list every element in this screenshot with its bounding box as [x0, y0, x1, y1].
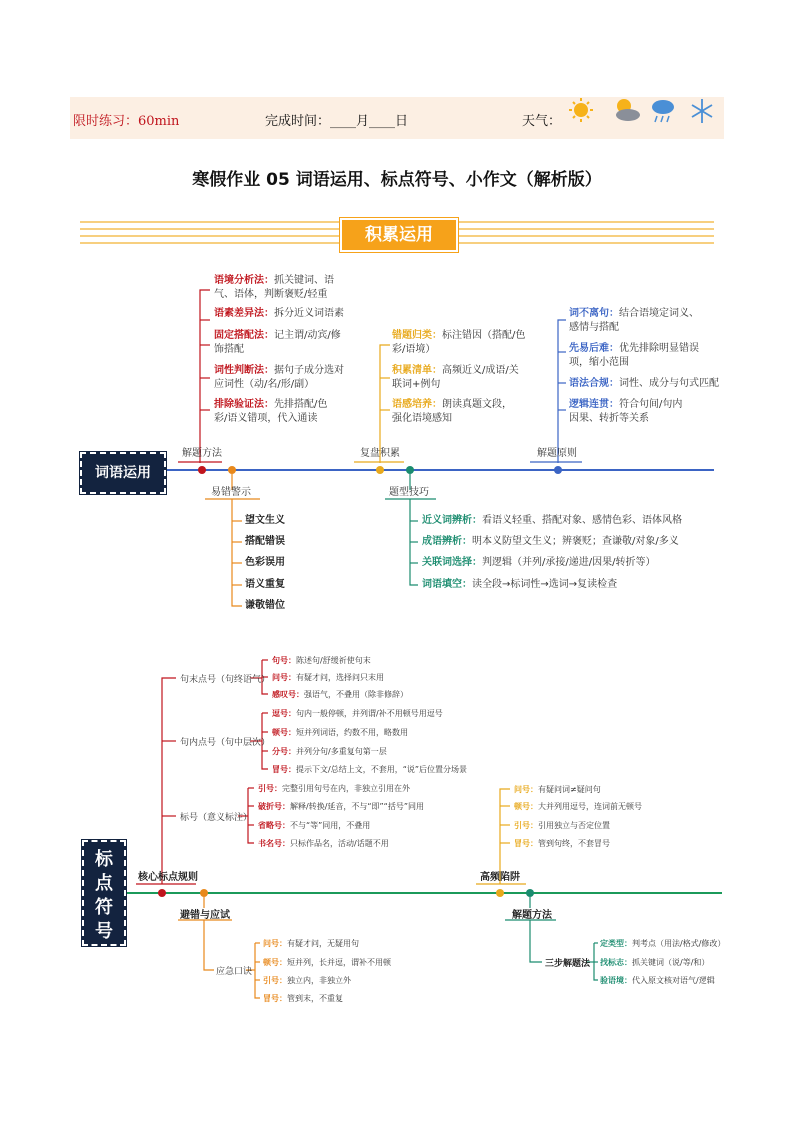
list-item: 近义词辨析：看语义轻重、搭配对象、感情色彩、语体风格	[422, 515, 682, 526]
list-item: 搭配错误	[245, 536, 285, 547]
s2-group-label: 句末点号（句终语气）	[180, 675, 271, 685]
list-item: 排除验证法：先排搭配/色 彩/语义错项，代入通读	[214, 399, 328, 424]
s2-label-jieti: 解题方法	[512, 910, 552, 921]
list-item: 积累清单：高频近义/成语/关 联词+例句	[392, 365, 519, 390]
s2-sub-label: 应急口诀	[216, 967, 253, 977]
list-item: 语境分析法：抓关键词、语 气、语体，判断褒贬/轻重	[214, 275, 334, 300]
list-item: 谦敬错位	[245, 600, 285, 611]
list-item: 引号：完整引用句号在内，非独立引用在外	[258, 784, 410, 793]
weather-label: 天气：	[522, 114, 562, 129]
list-item: 顿号：短并列，长并逗，谓补不用顿	[263, 958, 391, 967]
list-item: 问号：有疑才问，无疑用句	[263, 939, 359, 948]
s1-label-tixing: 题型技巧	[389, 487, 429, 498]
partly-cloudy-icon	[616, 99, 640, 121]
list-item: 冒号：提示下文/总结上文，不套用，“说”后位置分场景	[272, 765, 467, 774]
s1-label-jieti-yuanze: 解题原则	[537, 448, 577, 459]
finish-time: 完成时间：____月____日	[265, 114, 409, 129]
list-item: 词性判断法：据句子成分选对 应词性（动/名/形/副）	[214, 365, 344, 390]
rain-icon	[652, 100, 674, 122]
list-item: 逻辑连贯：符合句间/句内 因果、转折等关系	[569, 399, 683, 424]
list-item: 色彩误用	[245, 557, 285, 568]
list-item: 问号：有疑才问，选择问只末用	[272, 673, 384, 682]
list-item: 冒号：管到句终，不套冒号	[514, 839, 610, 848]
list-item: 定类型：判考点（用法/格式/修改）	[600, 939, 726, 948]
list-item: 破折号：解释/转换/延音，不与“即”“括号”同用	[258, 802, 424, 811]
sun-icon	[569, 98, 593, 122]
list-item: 错题归类：标注错因（搭配/色 彩/语境）	[392, 330, 526, 355]
list-item: 语义重复	[245, 579, 285, 590]
section-banner: 积累运用	[340, 218, 458, 252]
s1-label-fupan: 复盘积累	[360, 448, 400, 459]
s1-label-yicuo: 易错警示	[211, 487, 251, 498]
s2-label-bicuo: 避错与应试	[180, 910, 230, 921]
s2-sub-label: 三步解题法	[545, 959, 591, 969]
list-item: 成语辨析：明本义防望文生义；辨褒贬；查谦敬/对象/多义	[422, 536, 679, 547]
list-item: 顿号：大并列用逗号，连词前无顿号	[514, 802, 642, 811]
s2-group-label: 句内点号（句中层次）	[180, 738, 271, 748]
list-item: 引号：引用独立与否定位置	[514, 821, 610, 830]
list-item: 词不离句：结合语境定词义、 感情与搭配	[569, 308, 699, 333]
list-item: 望文生义	[245, 515, 285, 526]
s2-label-hexin: 核心标点规则	[138, 872, 198, 883]
list-item: 逗号：句内一般停顿，并列谓/补不用顿号用逗号	[272, 709, 443, 718]
list-item: 找标志：抓关键词（说/等/和）	[600, 958, 710, 967]
list-item: 书名号：只标作品名，活动/话题不用	[258, 839, 389, 848]
s1-label-jieti-fangfa: 解题方法	[182, 448, 222, 459]
list-item: 语感培养：朗读真题文段， 强化语境感知	[392, 399, 512, 424]
list-item: 冒号：管到末，不重复	[263, 994, 343, 1003]
list-item: 关联词选择：判逻辑（并列/承接/递进/因果/转折等）	[422, 557, 656, 568]
list-item: 顿号：短并列词语，约数不用，略数用	[272, 728, 408, 737]
list-item: 词语填空：读全段→标词性→选词→复读检查	[422, 579, 618, 590]
list-item: 省略号：不与“等”同用，不叠用	[258, 821, 371, 830]
list-item: 感叹号：强语气，不叠用（除非修辞）	[272, 690, 408, 699]
s1-root-box: 词语运用	[80, 452, 166, 494]
list-item: 固定搭配法：记主谓/动宾/修 饰搭配	[214, 330, 341, 355]
s2-group-label: 标号（意义标注）	[180, 813, 253, 823]
list-item: 问号：有疑问词≠疑问句	[514, 785, 601, 794]
list-item: 语素差异法：拆分近义词语素	[214, 308, 344, 319]
page-title: 寒假作业 05 词语运用、标点符号、小作文（解析版）	[192, 170, 602, 190]
list-item: 验语境：代入原文核对语气/逻辑	[600, 976, 715, 985]
list-item: 分号：并列分句/多重复句第一层	[272, 747, 387, 756]
list-item: 语法合规：词性、成分与句式匹配	[569, 378, 719, 389]
snow-icon	[692, 99, 712, 123]
s2-label-gaopin: 高频陷阱	[480, 872, 520, 883]
list-item: 引号：独立内，非独立外	[263, 976, 351, 985]
list-item: 句号：陈述句/舒缓祈使句末	[272, 656, 371, 665]
s2-root-box: 标 点 符 号	[82, 840, 126, 946]
time-limit: 限时练习：60min	[73, 114, 180, 129]
list-item: 先易后难：优先排除明显错误 项，缩小范围	[569, 343, 699, 368]
